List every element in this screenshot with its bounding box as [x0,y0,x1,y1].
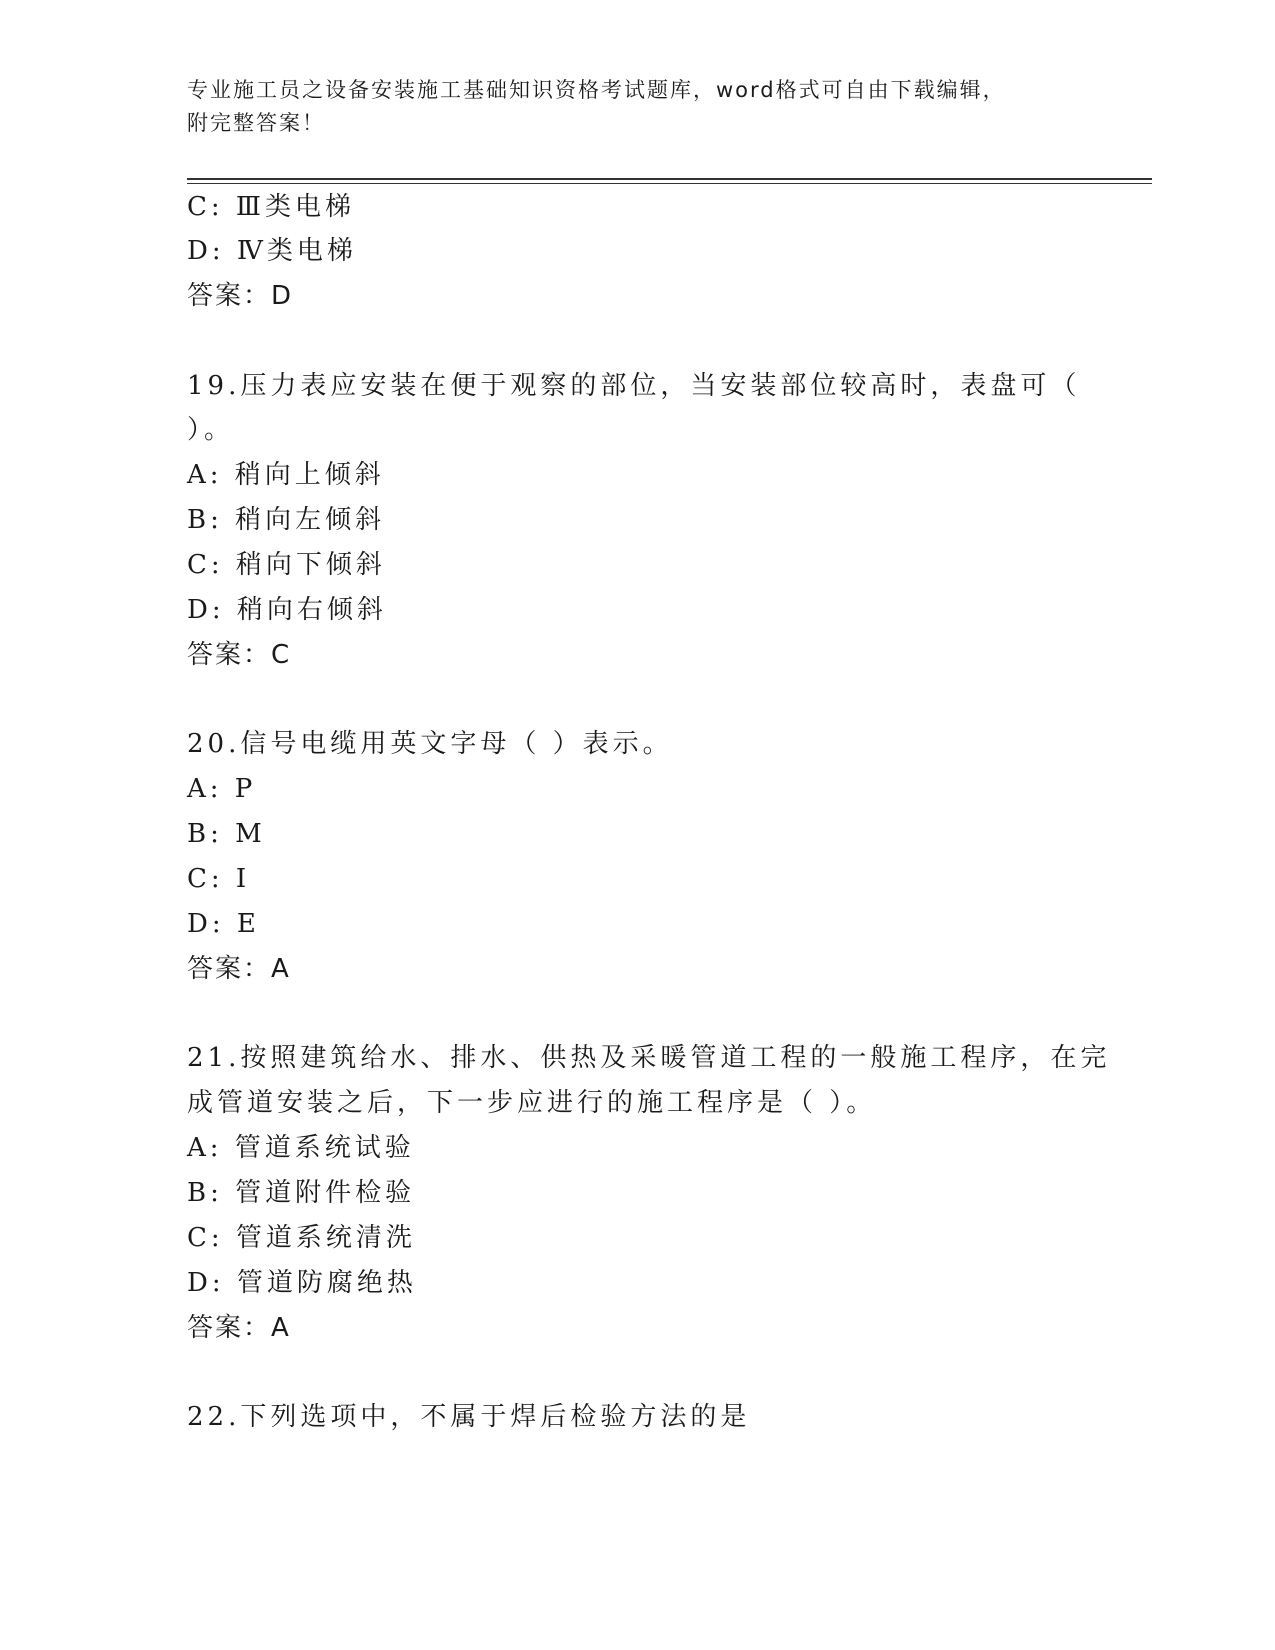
q19-option-a: A: 稍向上倾斜 [187,460,385,490]
q20-option-b: B: M [187,819,266,849]
q21-option-d: D: 管道防腐绝热 [187,1268,417,1298]
header-line-1: 专业施工员之设备安装施工基础知识资格考试题库，word格式可自由下载编辑， [187,78,1006,102]
q21-stem-line-1: 21.按照建筑给水、排水、供热及采暖管道工程的一般施工程序，在完 [187,1043,1111,1073]
q19-option-d: D: 稍向右倾斜 [187,595,387,625]
q18-answer: 答案：D [187,281,294,311]
q19-stem-line-2: ）。 [187,415,235,445]
document-header [187,74,1087,140]
q18-option-c: C: Ⅲ类电梯 [187,192,355,222]
q19-option-c: C: 稍向下倾斜 [187,550,386,580]
q21-option-c: C: 管道系统清洗 [187,1223,416,1253]
q21-answer: 答案：A [187,1313,291,1343]
q20-option-c: C: I [187,864,251,894]
q21-option-a: A: 管道系统试验 [187,1133,415,1163]
q21-stem-line-2: 成管道安装之后，下一步应进行的施工程序是（ ）。 [187,1088,877,1118]
q19-stem-line-1: 19.压力表应安装在便于观察的部位，当安装部位较高时，表盘可（ [187,371,1081,401]
q20-answer: 答案：A [187,954,291,984]
header-divider-thin [187,183,1152,184]
q20-option-d: D: E [187,909,260,939]
q19-answer: 答案：C [187,640,292,670]
q21-option-b: B: 管道附件检验 [187,1178,416,1208]
q20-option-a: A: P [187,774,257,804]
header-line-2: 附完整答案！ [187,111,325,135]
q22-stem-line-1: 22.下列选项中，不属于焊后检验方法的是 [187,1402,751,1432]
header-divider-thick [187,178,1152,180]
q18-option-d: D: Ⅳ类电梯 [187,236,357,266]
q20-stem-line-1: 20.信号电缆用英文字母（ ）表示。 [187,729,673,759]
q19-option-b: B: 稍向左倾斜 [187,505,386,535]
